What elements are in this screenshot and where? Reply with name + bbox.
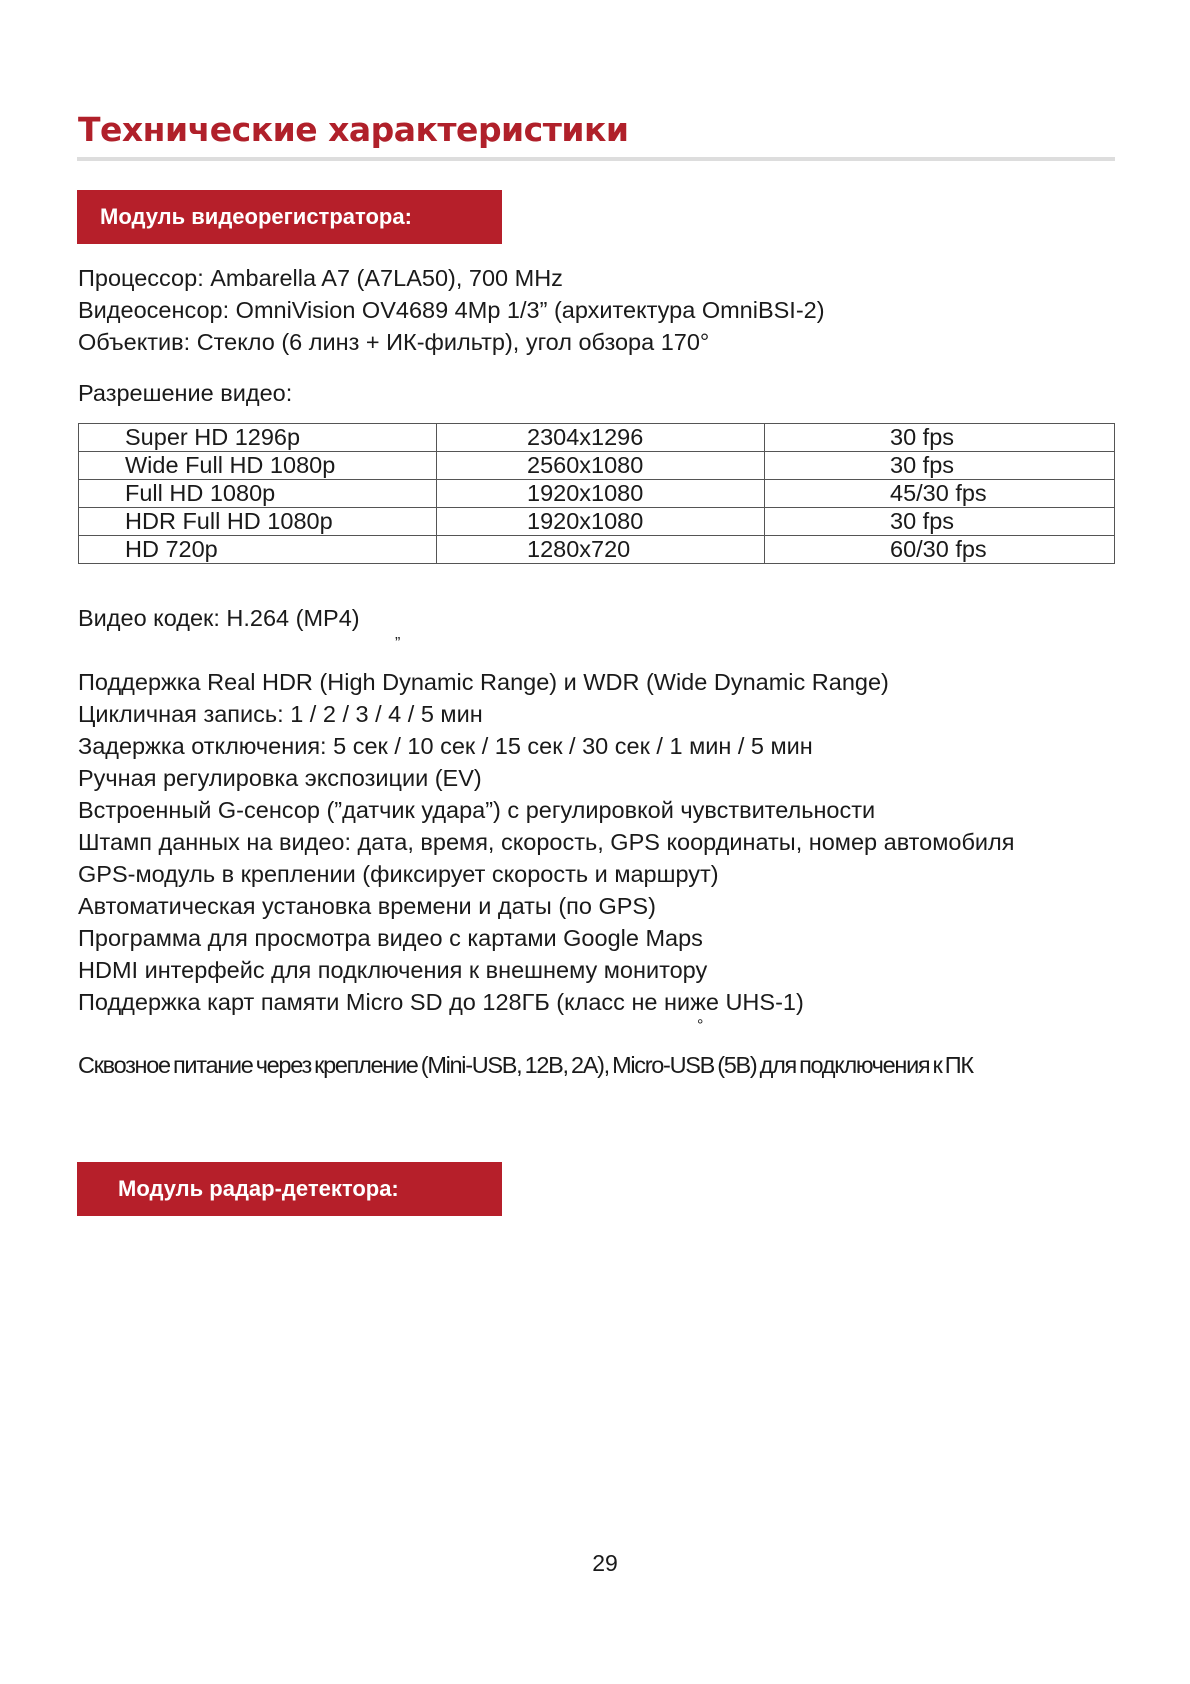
table-cell-framerate: 30 fps — [765, 452, 1115, 480]
spec-line-micro-sd: Поддержка карт памяти Micro SD до 128ГБ (класс не ниже UHS-1) — [78, 989, 804, 1015]
table-cell-mode: Full HD 1080p — [79, 480, 437, 508]
spec-line-sensor: Видеосенсор: OmniVision OV4689 4Mp 1/3” (архитектура OmniBSI-2) — [78, 297, 825, 323]
spec-line-viewer-software: Программа для просмотра видео с картами Google Maps — [78, 925, 703, 951]
spec-line-power: Сквозное питание через крепление (Mini-USB, 12В, 2А), Micro-USB (5В) для подключения к ПК — [78, 1052, 973, 1078]
spec-line-auto-time: Автоматическая установка времени и даты (по GPS) — [78, 893, 656, 919]
section-header-radar-module: Модуль радар-детектора: — [77, 1162, 502, 1216]
spec-line-gps-module: GPS-модуль в креплении (фиксирует скорость и маршрут) — [78, 861, 719, 887]
table-cell-mode: Super HD 1296p — [79, 424, 437, 452]
spec-line-lens: Объектив: Стекло (6 линз + ИК-фильтр), угол обзора 170° — [78, 329, 710, 355]
table-row — [79, 452, 1115, 480]
table-cell-mode: HD 720p — [79, 536, 437, 564]
spec-line-codec: Видео кодек: H.264 (MP4) — [78, 605, 360, 631]
table-cell-framerate: 30 fps — [765, 508, 1115, 536]
page-title: Технические характеристики — [78, 110, 629, 149]
stray-quote-mark: ” — [395, 635, 401, 652]
table-cell-framerate: 60/30 fps — [765, 536, 1115, 564]
table-row — [79, 480, 1115, 508]
spec-line-shutdown-delay: Задержка отключения: 5 сек / 10 сек / 15 сек / 30 сек / 1 мин / 5 мин — [78, 733, 813, 759]
title-divider — [77, 157, 1115, 161]
table-row — [79, 424, 1115, 452]
table-cell-resolution: 1920x1080 — [437, 480, 765, 508]
table-cell-resolution: 1920x1080 — [437, 508, 765, 536]
table-cell-resolution: 2304x1296 — [437, 424, 765, 452]
page-number: 29 — [592, 1550, 618, 1576]
spec-line-loop-recording: Цикличная запись: 1 / 2 / 3 / 4 / 5 мин — [78, 701, 483, 727]
stray-degree-mark: ° — [697, 1017, 704, 1034]
resolution-heading: Разрешение видео: — [78, 380, 293, 406]
table-row — [79, 508, 1115, 536]
table-cell-resolution: 1280x720 — [437, 536, 765, 564]
spec-line-processor: Процессор: Ambarella A7 (A7LA50), 700 MHz — [78, 265, 563, 291]
table-cell-mode: Wide Full HD 1080p — [79, 452, 437, 480]
section-header-video-module: Модуль видеорегистратора: — [77, 190, 502, 244]
spec-line-hdmi: HDMI интерфейс для подключения к внешнему монитору — [78, 957, 708, 983]
resolution-table — [78, 423, 1115, 564]
spec-line-data-stamp: Штамп данных на видео: дата, время, скорость, GPS координаты, номер автомобиля — [78, 829, 1015, 855]
spec-line-hdr: Поддержка Real HDR (High Dynamic Range) и WDR (Wide Dynamic Range) — [78, 669, 889, 695]
table-cell-framerate: 45/30 fps — [765, 480, 1115, 508]
spec-line-exposure: Ручная регулировка экспозиции (EV) — [78, 765, 482, 791]
table-row — [79, 536, 1115, 564]
table-cell-framerate: 30 fps — [765, 424, 1115, 452]
spec-line-g-sensor: Встроенный G-сенсор (”датчик удара”) с регулировкой чувствительности — [78, 797, 876, 823]
table-cell-mode: HDR Full HD 1080p — [79, 508, 437, 536]
table-cell-resolution: 2560x1080 — [437, 452, 765, 480]
